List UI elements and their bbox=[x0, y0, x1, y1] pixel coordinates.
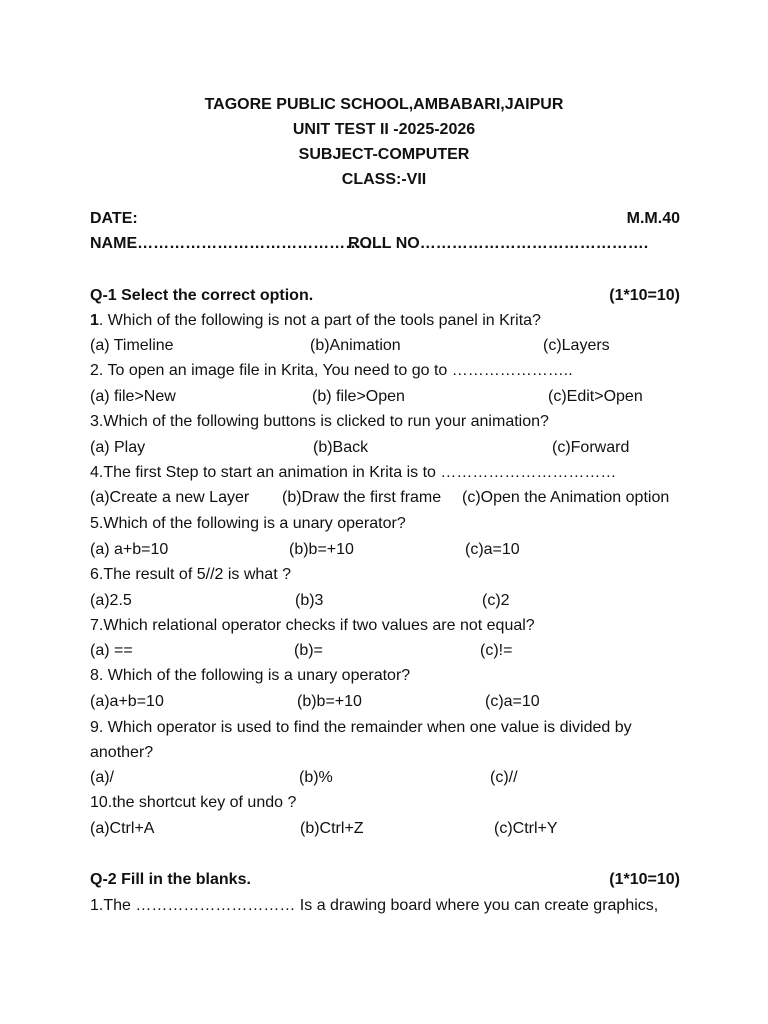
option: (b)= bbox=[294, 642, 323, 659]
option: (b) file>Open bbox=[312, 388, 405, 405]
option: (c)Layers bbox=[543, 337, 610, 354]
question-10: 10.the shortcut key of undo ? bbox=[90, 794, 297, 811]
option: (c)Edit>Open bbox=[548, 388, 643, 405]
question-4-options bbox=[90, 486, 680, 510]
question-2-options bbox=[90, 385, 680, 409]
section1-title: Q-1 Select the correct option. bbox=[90, 287, 314, 304]
option: (a)a+b=10 bbox=[90, 693, 164, 710]
option: (c)a=10 bbox=[485, 693, 540, 710]
school-name: TAGORE PUBLIC SCHOOL,AMBABARI,JAIPUR bbox=[204, 96, 564, 113]
question-4: 4.The first Step to start an animation in Krita is to …………………………… bbox=[90, 464, 617, 481]
option: (b)Back bbox=[313, 439, 369, 456]
option: (c)!= bbox=[480, 642, 513, 659]
test-title: UNIT TEST II -2025-2026 bbox=[292, 121, 476, 138]
option: (c)a=10 bbox=[465, 541, 520, 558]
option: (b)Ctrl+Z bbox=[300, 820, 364, 837]
option: (a) Timeline bbox=[90, 337, 174, 354]
question-9-options bbox=[90, 766, 680, 790]
subject-title: SUBJECT-COMPUTER bbox=[298, 146, 470, 163]
fill-blank-1: 1.The ………………………… Is a drawing board where you can create graphics, bbox=[90, 897, 659, 914]
option: (b)Draw the first frame bbox=[282, 489, 442, 506]
option: (a)/ bbox=[90, 769, 114, 786]
question-8-options bbox=[90, 690, 680, 714]
option: (c)2 bbox=[482, 592, 510, 609]
option: (a)Create a new Layer bbox=[90, 489, 250, 506]
question-2: 2. To open an image file in Krita, You need to go to ………………….. bbox=[90, 362, 573, 379]
option: (a)Ctrl+A bbox=[90, 820, 155, 837]
option: (b)b=+10 bbox=[289, 541, 354, 558]
question-1 bbox=[90, 309, 680, 333]
option: (c)Forward bbox=[552, 439, 630, 456]
max-marks: M.M.40 bbox=[626, 210, 680, 227]
question-7: 7.Which relational operator checks if two values are not equal? bbox=[90, 617, 535, 634]
question-5-options bbox=[90, 538, 680, 562]
option: (a) a+b=10 bbox=[90, 541, 169, 558]
section2-title: Q-2 Fill in the blanks. bbox=[90, 871, 251, 888]
date-row bbox=[90, 207, 680, 231]
question-9-continued: another? bbox=[90, 744, 154, 761]
question-6-options bbox=[90, 589, 680, 613]
option: (b)Animation bbox=[310, 337, 401, 354]
question-1-number: 1 bbox=[90, 312, 99, 329]
option: (b)% bbox=[299, 769, 333, 786]
option: (c)// bbox=[490, 769, 518, 786]
option: (b)3 bbox=[295, 592, 324, 609]
option: (a) Play bbox=[90, 439, 146, 456]
section2-marks: (1*10=10) bbox=[609, 871, 680, 888]
question-3: 3.Which of the following buttons is clicked to run your animation? bbox=[90, 413, 549, 430]
roll-label: ROLL NO……………………………………. bbox=[348, 235, 649, 252]
name-roll-row bbox=[90, 232, 680, 256]
question-3-options bbox=[90, 436, 680, 460]
question-5: 5.Which of the following is a unary operator? bbox=[90, 515, 406, 532]
option: (c)Ctrl+Y bbox=[494, 820, 558, 837]
section2-heading bbox=[90, 868, 680, 892]
option: (a) file>New bbox=[90, 388, 176, 405]
question-1-text: . Which of the following is not a part of the tools panel in Krita? bbox=[98, 312, 541, 329]
question-9: 9. Which operator is used to find the remainder when one value is divided by bbox=[90, 719, 632, 736]
section1-marks: (1*10=10) bbox=[609, 287, 680, 304]
question-10-options bbox=[90, 817, 680, 841]
option: (c)Open the Animation option bbox=[462, 489, 670, 506]
class-title: CLASS:-VII bbox=[341, 171, 427, 188]
question-1-options bbox=[90, 334, 680, 358]
section1-heading bbox=[90, 284, 680, 308]
option: (a) == bbox=[90, 642, 133, 659]
question-6: 6.The result of 5//2 is what ? bbox=[90, 566, 291, 583]
option: (a)2.5 bbox=[90, 592, 132, 609]
date-label: DATE: bbox=[90, 210, 138, 227]
question-7-options bbox=[90, 639, 680, 663]
question-8: 8. Which of the following is a unary operator? bbox=[90, 667, 411, 684]
option: (b)b=+10 bbox=[297, 693, 362, 710]
name-label: NAME……………………………………….. bbox=[90, 235, 386, 252]
